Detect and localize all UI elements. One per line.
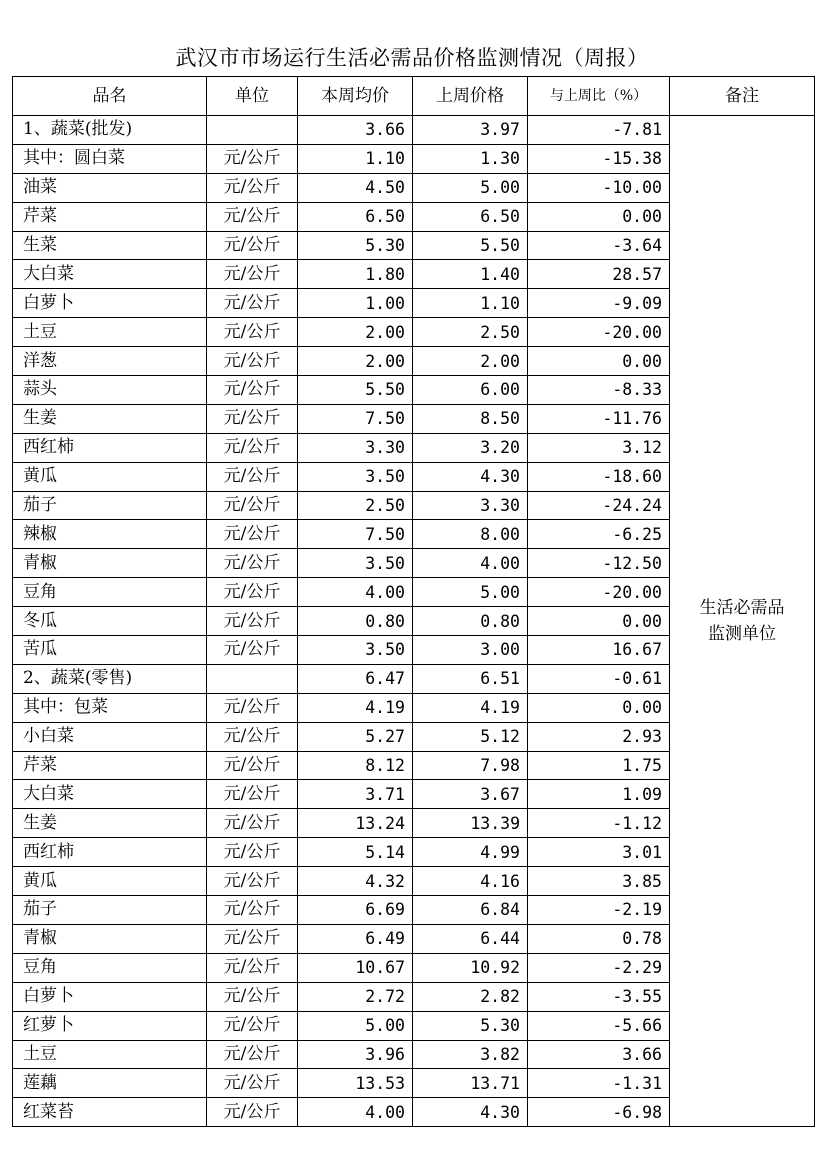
header-remark: 备注 bbox=[670, 77, 815, 116]
cell-this-week: 3.71 bbox=[298, 780, 413, 809]
cell-name: 青椒 bbox=[13, 924, 207, 953]
cell-name: 黄瓜 bbox=[13, 462, 207, 491]
cell-last-week: 13.39 bbox=[413, 809, 528, 838]
cell-name: 茄子 bbox=[13, 896, 207, 925]
cell-this-week: 2.00 bbox=[298, 347, 413, 376]
cell-last-week: 4.30 bbox=[413, 1098, 528, 1127]
cell-unit: 元/公斤 bbox=[207, 838, 298, 867]
cell-name: 西红柿 bbox=[13, 433, 207, 462]
cell-change: -10.00 bbox=[528, 173, 670, 202]
cell-unit: 元/公斤 bbox=[207, 260, 298, 289]
cell-name: 生菜 bbox=[13, 231, 207, 260]
cell-change: 2.93 bbox=[528, 722, 670, 751]
cell-last-week: 1.10 bbox=[413, 289, 528, 318]
price-table bbox=[12, 76, 815, 1127]
cell-last-week: 5.50 bbox=[413, 231, 528, 260]
cell-unit: 元/公斤 bbox=[207, 318, 298, 347]
cell-name: 苦瓜 bbox=[13, 636, 207, 665]
cell-name: 豆角 bbox=[13, 953, 207, 982]
cell-change: -11.76 bbox=[528, 404, 670, 433]
cell-this-week: 3.50 bbox=[298, 549, 413, 578]
cell-change: -3.55 bbox=[528, 982, 670, 1011]
cell-last-week: 2.50 bbox=[413, 318, 528, 347]
cell-this-week: 4.00 bbox=[298, 578, 413, 607]
cell-this-week: 4.32 bbox=[298, 867, 413, 896]
cell-name: 白萝卜 bbox=[13, 289, 207, 318]
cell-unit: 元/公斤 bbox=[207, 1098, 298, 1127]
cell-last-week: 8.00 bbox=[413, 520, 528, 549]
header-name: 品名 bbox=[13, 77, 207, 116]
cell-change: -12.50 bbox=[528, 549, 670, 578]
cell-this-week: 1.10 bbox=[298, 144, 413, 173]
cell-unit: 元/公斤 bbox=[207, 347, 298, 376]
cell-this-week: 3.50 bbox=[298, 462, 413, 491]
cell-name: 2、蔬菜(零售) bbox=[13, 664, 207, 693]
cell-last-week: 1.40 bbox=[413, 260, 528, 289]
page-title: 武汉市市场运行生活必需品价格监测情况（周报） bbox=[175, 46, 649, 70]
cell-name: 西红柿 bbox=[13, 838, 207, 867]
cell-name: 豆角 bbox=[13, 578, 207, 607]
cell-name: 生姜 bbox=[13, 404, 207, 433]
cell-change: 0.78 bbox=[528, 924, 670, 953]
header-change: 与上周比（%） bbox=[528, 77, 670, 116]
cell-change: -8.33 bbox=[528, 376, 670, 405]
cell-unit: 元/公斤 bbox=[207, 1069, 298, 1098]
cell-change: 3.12 bbox=[528, 433, 670, 462]
cell-change: -3.64 bbox=[528, 231, 670, 260]
header-unit: 单位 bbox=[207, 77, 298, 116]
cell-last-week: 5.12 bbox=[413, 722, 528, 751]
cell-unit: 元/公斤 bbox=[207, 376, 298, 405]
cell-name: 大白菜 bbox=[13, 260, 207, 289]
cell-unit: 元/公斤 bbox=[207, 231, 298, 260]
cell-change: 1.75 bbox=[528, 751, 670, 780]
cell-name: 红菜苔 bbox=[13, 1098, 207, 1127]
cell-unit: 元/公斤 bbox=[207, 924, 298, 953]
cell-change: 0.00 bbox=[528, 347, 670, 376]
cell-unit: 元/公斤 bbox=[207, 144, 298, 173]
cell-this-week: 6.47 bbox=[298, 664, 413, 693]
cell-name: 大白菜 bbox=[13, 780, 207, 809]
cell-change: 0.00 bbox=[528, 607, 670, 636]
cell-last-week: 3.97 bbox=[413, 116, 528, 145]
table-header-row bbox=[13, 77, 815, 116]
cell-this-week: 3.50 bbox=[298, 636, 413, 665]
cell-unit: 元/公斤 bbox=[207, 202, 298, 231]
cell-change: 3.66 bbox=[528, 1040, 670, 1069]
cell-change: -2.29 bbox=[528, 953, 670, 982]
cell-this-week: 13.24 bbox=[298, 809, 413, 838]
cell-name: 黄瓜 bbox=[13, 867, 207, 896]
cell-last-week: 10.92 bbox=[413, 953, 528, 982]
cell-last-week: 3.00 bbox=[413, 636, 528, 665]
header-last-week: 上周价格 bbox=[413, 77, 528, 116]
cell-this-week: 2.00 bbox=[298, 318, 413, 347]
cell-last-week: 4.00 bbox=[413, 549, 528, 578]
cell-this-week: 8.12 bbox=[298, 751, 413, 780]
cell-last-week: 5.00 bbox=[413, 578, 528, 607]
cell-change: -0.61 bbox=[528, 664, 670, 693]
cell-this-week: 3.66 bbox=[298, 116, 413, 145]
cell-change: -15.38 bbox=[528, 144, 670, 173]
cell-name: 1、蔬菜(批发) bbox=[13, 116, 207, 145]
cell-last-week: 7.98 bbox=[413, 751, 528, 780]
cell-name: 辣椒 bbox=[13, 520, 207, 549]
cell-unit: 元/公斤 bbox=[207, 722, 298, 751]
cell-change: -7.81 bbox=[528, 116, 670, 145]
cell-change: 0.00 bbox=[528, 202, 670, 231]
cell-name: 蒜头 bbox=[13, 376, 207, 405]
cell-this-week: 3.30 bbox=[298, 433, 413, 462]
cell-last-week: 13.71 bbox=[413, 1069, 528, 1098]
cell-unit: 元/公斤 bbox=[207, 953, 298, 982]
cell-name: 其中：包菜 bbox=[13, 693, 207, 722]
remark-cell: 生活必需品 监测单位 bbox=[670, 116, 815, 1127]
cell-unit: 元/公斤 bbox=[207, 693, 298, 722]
cell-last-week: 6.44 bbox=[413, 924, 528, 953]
cell-unit: 元/公斤 bbox=[207, 462, 298, 491]
cell-unit: 元/公斤 bbox=[207, 809, 298, 838]
header-this-week: 本周均价 bbox=[298, 77, 413, 116]
cell-unit: 元/公斤 bbox=[207, 636, 298, 665]
cell-change: -6.25 bbox=[528, 520, 670, 549]
cell-this-week: 2.50 bbox=[298, 491, 413, 520]
cell-unit: 元/公斤 bbox=[207, 433, 298, 462]
cell-unit: 元/公斤 bbox=[207, 549, 298, 578]
cell-last-week: 4.99 bbox=[413, 838, 528, 867]
cell-last-week: 6.84 bbox=[413, 896, 528, 925]
cell-this-week: 5.14 bbox=[298, 838, 413, 867]
cell-name: 土豆 bbox=[13, 1040, 207, 1069]
cell-last-week: 4.19 bbox=[413, 693, 528, 722]
cell-change: -1.12 bbox=[528, 809, 670, 838]
cell-name: 洋葱 bbox=[13, 347, 207, 376]
cell-last-week: 6.00 bbox=[413, 376, 528, 405]
cell-this-week: 10.67 bbox=[298, 953, 413, 982]
cell-name: 其中：圆白菜 bbox=[13, 144, 207, 173]
cell-unit: 元/公斤 bbox=[207, 173, 298, 202]
cell-last-week: 3.82 bbox=[413, 1040, 528, 1069]
cell-change: 3.01 bbox=[528, 838, 670, 867]
cell-unit: 元/公斤 bbox=[207, 982, 298, 1011]
cell-last-week: 8.50 bbox=[413, 404, 528, 433]
cell-unit: 元/公斤 bbox=[207, 491, 298, 520]
cell-name: 小白菜 bbox=[13, 722, 207, 751]
cell-this-week: 5.27 bbox=[298, 722, 413, 751]
cell-name: 芹菜 bbox=[13, 751, 207, 780]
cell-change: -18.60 bbox=[528, 462, 670, 491]
table-row bbox=[13, 116, 815, 145]
cell-change: 0.00 bbox=[528, 693, 670, 722]
cell-name: 茄子 bbox=[13, 491, 207, 520]
cell-last-week: 5.00 bbox=[413, 173, 528, 202]
cell-unit: 元/公斤 bbox=[207, 520, 298, 549]
cell-this-week: 5.00 bbox=[298, 1011, 413, 1040]
cell-last-week: 0.80 bbox=[413, 607, 528, 636]
cell-this-week: 3.96 bbox=[298, 1040, 413, 1069]
cell-this-week: 6.50 bbox=[298, 202, 413, 231]
cell-last-week: 2.82 bbox=[413, 982, 528, 1011]
cell-this-week: 0.80 bbox=[298, 607, 413, 636]
cell-this-week: 6.49 bbox=[298, 924, 413, 953]
cell-this-week: 6.69 bbox=[298, 896, 413, 925]
cell-unit: 元/公斤 bbox=[207, 896, 298, 925]
cell-name: 青椒 bbox=[13, 549, 207, 578]
cell-this-week: 1.00 bbox=[298, 289, 413, 318]
cell-name: 生姜 bbox=[13, 809, 207, 838]
cell-this-week: 5.30 bbox=[298, 231, 413, 260]
cell-unit: 元/公斤 bbox=[207, 751, 298, 780]
cell-this-week: 7.50 bbox=[298, 404, 413, 433]
cell-unit: 元/公斤 bbox=[207, 578, 298, 607]
cell-this-week: 4.00 bbox=[298, 1098, 413, 1127]
cell-change: 1.09 bbox=[528, 780, 670, 809]
cell-unit: 元/公斤 bbox=[207, 1040, 298, 1069]
cell-last-week: 3.67 bbox=[413, 780, 528, 809]
cell-name: 红萝卜 bbox=[13, 1011, 207, 1040]
cell-unit: 元/公斤 bbox=[207, 404, 298, 433]
cell-this-week: 4.50 bbox=[298, 173, 413, 202]
cell-change: -24.24 bbox=[528, 491, 670, 520]
cell-change: -2.19 bbox=[528, 896, 670, 925]
cell-name: 土豆 bbox=[13, 318, 207, 347]
cell-name: 冬瓜 bbox=[13, 607, 207, 636]
cell-unit: 元/公斤 bbox=[207, 607, 298, 636]
cell-last-week: 2.00 bbox=[413, 347, 528, 376]
cell-change: -6.98 bbox=[528, 1098, 670, 1127]
cell-unit bbox=[207, 116, 298, 145]
cell-last-week: 5.30 bbox=[413, 1011, 528, 1040]
cell-last-week: 6.51 bbox=[413, 664, 528, 693]
cell-change: -20.00 bbox=[528, 318, 670, 347]
cell-this-week: 4.19 bbox=[298, 693, 413, 722]
cell-change: -9.09 bbox=[528, 289, 670, 318]
cell-unit: 元/公斤 bbox=[207, 289, 298, 318]
cell-last-week: 3.20 bbox=[413, 433, 528, 462]
cell-this-week: 7.50 bbox=[298, 520, 413, 549]
cell-change: 3.85 bbox=[528, 867, 670, 896]
table-body bbox=[13, 116, 815, 1127]
cell-unit: 元/公斤 bbox=[207, 1011, 298, 1040]
cell-name: 白萝卜 bbox=[13, 982, 207, 1011]
cell-this-week: 2.72 bbox=[298, 982, 413, 1011]
cell-this-week: 1.80 bbox=[298, 260, 413, 289]
cell-change: 16.67 bbox=[528, 636, 670, 665]
cell-last-week: 3.30 bbox=[413, 491, 528, 520]
cell-change: -1.31 bbox=[528, 1069, 670, 1098]
cell-last-week: 4.30 bbox=[413, 462, 528, 491]
cell-unit: 元/公斤 bbox=[207, 780, 298, 809]
cell-name: 油菜 bbox=[13, 173, 207, 202]
cell-change: -20.00 bbox=[528, 578, 670, 607]
cell-last-week: 4.16 bbox=[413, 867, 528, 896]
cell-change: -5.66 bbox=[528, 1011, 670, 1040]
cell-unit bbox=[207, 664, 298, 693]
cell-last-week: 6.50 bbox=[413, 202, 528, 231]
cell-name: 莲藕 bbox=[13, 1069, 207, 1098]
cell-unit: 元/公斤 bbox=[207, 867, 298, 896]
cell-last-week: 1.30 bbox=[413, 144, 528, 173]
cell-this-week: 13.53 bbox=[298, 1069, 413, 1098]
cell-change: 28.57 bbox=[528, 260, 670, 289]
cell-this-week: 5.50 bbox=[298, 376, 413, 405]
cell-name: 芹菜 bbox=[13, 202, 207, 231]
